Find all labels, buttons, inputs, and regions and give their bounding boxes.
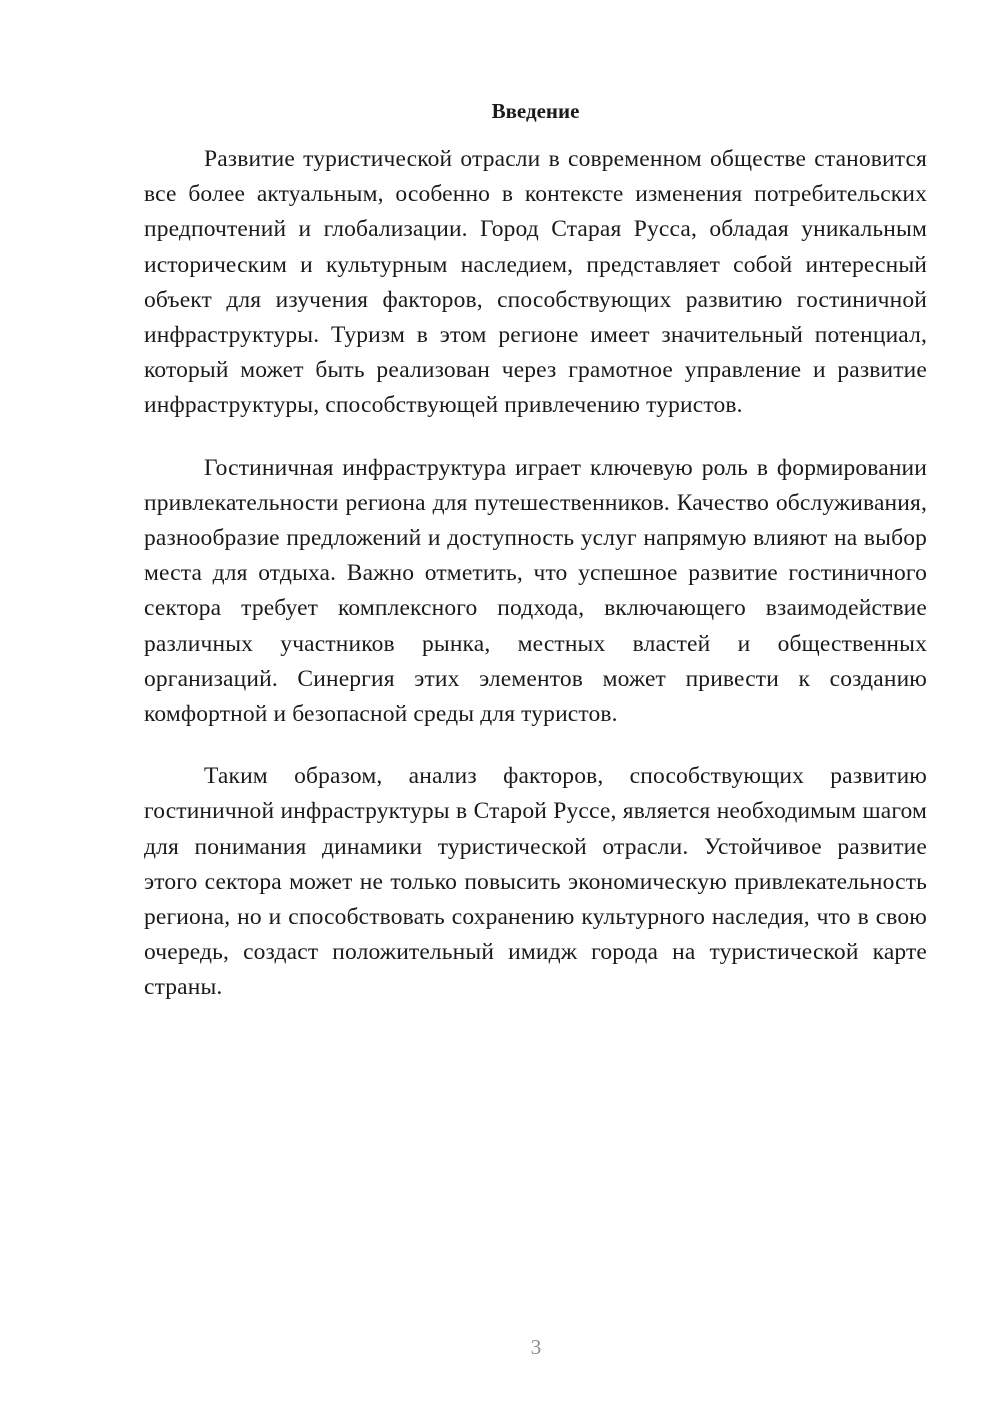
paragraph-3: Таким образом, анализ факторов, способствующих развитию гостиничной инфраструктуры в Старой Руссе, является необходимым шагом для понимания динамики туристической отрасли. Устойчивое развитие этого сектора может не только повысить экономическую привлекательность региона, но и способствовать сохранению культурного наследия, что в свою очередь, создаст положительный имидж города на туристической карте страны.: [144, 763, 927, 1001]
section-heading: Введение: [491, 99, 580, 123]
paragraph-1: Развитие туристической отрасли в современном обществе становится все более актуальным, особенно в контексте изменения потребительских предпочтений и глобализации. Город Старая Русса, обладая уникальным историческим и культурным наследием, представляет собой интересный объект для изучения факторов, способствующих развитию гостиничной инфраструктуры. Туризм в этом регионе имеет значительный потенциал, который может быть реализован через грамотное управление и развитие инфраструктуры, способствующей привлечению туристов.: [144, 146, 927, 419]
body-text: [144, 142, 927, 1006]
page-number: 3: [530, 1335, 542, 1359]
paragraph-2: Гостиничная инфраструктура играет ключевую роль в формировании привлекательности региона для путешественников. Качество обслуживания, разнообразие предложений и доступность услуг напрямую влияют на выбор места для отдыха. Важно отметить, что успешное развитие гостиничного сектора требует комплексного подхода, включающего взаимодействие различных участников рынка, местных властей и общественных организаций. Синергия этих элементов может привести к созданию комфортной и безопасной среды для туристов.: [144, 454, 927, 728]
